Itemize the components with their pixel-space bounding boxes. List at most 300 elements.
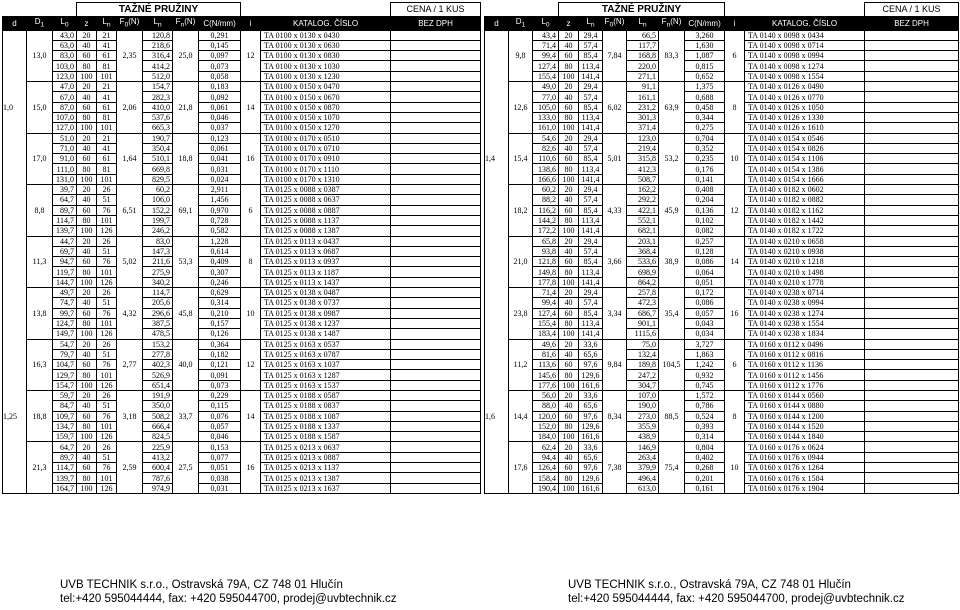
cell-katalog: TA 0160 x 0144 x 1520 (745, 421, 865, 431)
cell-z: 100 (77, 277, 97, 287)
cell-z: 20 (77, 288, 97, 298)
cell-price (865, 308, 959, 318)
cell-l0: 49,0 (533, 82, 559, 92)
cell-ln: 29,4 (579, 30, 603, 40)
cell-f0 (117, 473, 143, 483)
cell-price (391, 51, 481, 61)
cell-ln2: 371,4 (627, 123, 659, 133)
cell-d1 (509, 215, 533, 225)
cell-f0 (117, 432, 143, 442)
cell-i (241, 421, 261, 431)
cell-d (3, 421, 27, 431)
cell-d1 (27, 61, 53, 71)
cell-ln: 61 (97, 154, 117, 164)
cell-d (3, 205, 27, 215)
cell-i (725, 123, 745, 133)
table-row (485, 195, 959, 205)
col-d1: $D_1$ (509, 17, 533, 31)
cell-d (485, 308, 509, 318)
table-row (3, 329, 481, 339)
cell-l0: 77,0 (533, 92, 559, 102)
cell-d1 (27, 421, 53, 431)
cell-f0 (603, 143, 627, 153)
cell-ln: 141,4 (579, 174, 603, 184)
cell-d1 (27, 473, 53, 483)
cell-ln2: 669,8 (143, 164, 173, 174)
cell-d1 (27, 380, 53, 390)
cell-l0: 65,8 (533, 236, 559, 246)
cell-d1 (27, 123, 53, 133)
table-row (3, 82, 481, 92)
cell-d (3, 308, 27, 318)
cell-f0 (117, 215, 143, 225)
cell-l0: 138,6 (533, 164, 559, 174)
cell-price (865, 339, 959, 349)
cell-f0: 3,66 (603, 257, 627, 267)
table-row (3, 174, 481, 184)
cell-l0: 121,8 (533, 257, 559, 267)
cell-katalog: TA 0140 x 0098 x 0714 (745, 40, 865, 50)
cell-katalog: TA 0140 x 0098 x 1274 (745, 61, 865, 71)
cell-d1 (509, 473, 533, 483)
cell-fn (173, 370, 199, 380)
col-f0: $F_0(N)$ (603, 17, 627, 31)
cell-price (865, 267, 959, 277)
cell-c: 1,228 (199, 236, 241, 246)
col-d: d (3, 17, 27, 31)
cell-katalog: TA 0125 x 0113 x 0687 (261, 246, 391, 256)
cell-ln2: 651,4 (143, 380, 173, 390)
cell-ln: 21 (97, 30, 117, 40)
cell-fn (173, 195, 199, 205)
cell-d1 (509, 421, 533, 431)
cell-i (725, 226, 745, 236)
cell-price (865, 463, 959, 473)
cell-c: 0,275 (685, 123, 725, 133)
table-row (3, 483, 481, 493)
cell-ln2: 552,1 (627, 215, 659, 225)
table-row (485, 82, 959, 92)
cell-d1 (27, 185, 53, 195)
cell-katalog: TA 0160 x 0176 x 1264 (745, 463, 865, 473)
cell-d: 1,4 (485, 154, 509, 164)
table-row (485, 463, 959, 473)
cell-d (485, 432, 509, 442)
table-row (485, 205, 959, 215)
table-row (485, 298, 959, 308)
cell-d (3, 71, 27, 81)
cell-c: 0,704 (685, 133, 725, 143)
cell-f0 (117, 421, 143, 431)
col-ln2: $L_n$ (627, 17, 659, 31)
cell-fn (173, 112, 199, 122)
cell-d1 (509, 288, 533, 298)
cell-fn (173, 473, 199, 483)
cell-c: 0,745 (685, 380, 725, 390)
cell-z: 100 (559, 329, 579, 339)
cell-l0: 172,2 (533, 226, 559, 236)
cell-l0: 63,0 (53, 40, 77, 50)
cell-l0: 183,4 (533, 329, 559, 339)
cell-ln: 26 (97, 185, 117, 195)
cell-f0 (603, 288, 627, 298)
cell-c: 0,058 (199, 71, 241, 81)
cell-fn (659, 143, 685, 153)
cell-d (3, 40, 27, 50)
cell-d1 (27, 390, 53, 400)
cell-ln: 81 (97, 112, 117, 122)
cell-d (485, 380, 509, 390)
cell-i (725, 112, 745, 122)
cell-f0 (603, 40, 627, 50)
cell-i: 8 (725, 411, 745, 421)
cell-ln: 33,6 (579, 390, 603, 400)
cell-i (725, 215, 745, 225)
cell-d (485, 205, 509, 215)
cell-ln2: 106,0 (143, 195, 173, 205)
cell-z: 40 (77, 452, 97, 462)
cell-f0 (603, 432, 627, 442)
cell-c: 0,229 (199, 390, 241, 400)
cell-katalog: TA 0140 x 0210 x 1218 (745, 257, 865, 267)
cell-fn (659, 174, 685, 184)
cell-ln: 161,6 (579, 483, 603, 493)
cell-f0 (117, 380, 143, 390)
cell-fn (659, 288, 685, 298)
cell-price (865, 277, 959, 287)
cell-fn (173, 185, 199, 195)
cell-i (241, 401, 261, 411)
cell-ln: 129,6 (579, 473, 603, 483)
cell-ln2: 199,7 (143, 215, 173, 225)
cell-z: 20 (77, 442, 97, 452)
table-row (3, 298, 481, 308)
cell-ln: 76 (97, 411, 117, 421)
cell-c: 0,115 (199, 401, 241, 411)
cell-ln2: 350,0 (143, 401, 173, 411)
cell-f0: 2,59 (117, 463, 143, 473)
cell-ln: 57,4 (579, 298, 603, 308)
cell-f0 (117, 82, 143, 92)
cell-i (241, 473, 261, 483)
cell-z: 40 (559, 40, 579, 50)
cell-fn (659, 112, 685, 122)
cell-d (485, 133, 509, 143)
cell-f0: 3,18 (117, 411, 143, 421)
column-header-row (3, 17, 481, 31)
cell-d (485, 185, 509, 195)
cell-fn (659, 195, 685, 205)
cell-price (865, 380, 959, 390)
cell-d (485, 390, 509, 400)
cell-ln: 85,4 (579, 51, 603, 61)
cell-fn (173, 164, 199, 174)
cell-katalog: TA 0125 x 0113 x 0937 (261, 257, 391, 267)
cell-price (391, 308, 481, 318)
cell-ln: 61 (97, 102, 117, 112)
cell-d (485, 40, 509, 50)
cell-katalog: TA 0125 x 0113 x 1437 (261, 277, 391, 287)
cell-c: 1,087 (685, 51, 725, 61)
cell-price (391, 277, 481, 287)
cell-katalog: TA 0125 x 0138 x 0737 (261, 298, 391, 308)
table-row (485, 246, 959, 256)
cell-i (725, 277, 745, 287)
cell-z: 80 (559, 318, 579, 328)
cell-katalog: TA 0140 x 0098 x 0434 (745, 30, 865, 40)
cell-katalog: TA 0125 x 0088 x 0637 (261, 195, 391, 205)
cell-price (391, 205, 481, 215)
cell-i (725, 421, 745, 431)
cell-z: 40 (559, 298, 579, 308)
cell-f0 (603, 133, 627, 143)
cell-katalog: TA 0100 x 0150 x 0670 (261, 92, 391, 102)
cell-fn: 38,9 (659, 257, 685, 267)
cell-l0: 127,0 (53, 123, 77, 133)
cell-z: 60 (77, 411, 97, 421)
cell-i: 14 (241, 411, 261, 421)
cell-c: 0,402 (685, 452, 725, 462)
cell-i (241, 195, 261, 205)
cell-i (725, 339, 745, 349)
cell-katalog: TA 0140 x 0126 x 0490 (745, 82, 865, 92)
cell-d1 (509, 370, 533, 380)
cell-price (865, 51, 959, 61)
cell-price (391, 30, 481, 40)
cell-z: 100 (77, 123, 97, 133)
cell-d (485, 298, 509, 308)
table-row (485, 349, 959, 359)
col-d: d (485, 17, 509, 31)
cell-ln: 51 (97, 452, 117, 462)
cell-z: 100 (559, 483, 579, 493)
footer-company: UVB TECHNIK s.r.o., Ostravská 79A, CZ 748 01 Hlučín (568, 579, 851, 591)
cell-d1 (27, 92, 53, 102)
cell-z: 40 (77, 92, 97, 102)
cell-l0: 54,7 (53, 339, 77, 349)
cell-f0: 4,33 (603, 205, 627, 215)
cell-katalog: TA 0125 x 0213 x 0887 (261, 452, 391, 462)
cell-d (3, 185, 27, 195)
cell-fn (173, 432, 199, 442)
cell-katalog: TA 0140 x 0154 x 1106 (745, 154, 865, 164)
cell-i (725, 185, 745, 195)
cell-d (3, 349, 27, 359)
cell-c: 0,183 (199, 82, 241, 92)
cell-f0 (603, 82, 627, 92)
cell-c: 0,141 (685, 174, 725, 184)
cell-z: 100 (559, 277, 579, 287)
cell-price (865, 298, 959, 308)
cell-ln: 85,4 (579, 102, 603, 112)
cell-ln2: 117,7 (627, 40, 659, 50)
cell-katalog: TA 0125 x 0088 x 0887 (261, 205, 391, 215)
cell-f0: 2,06 (117, 102, 143, 112)
cell-d1 (27, 164, 53, 174)
cell-f0 (117, 390, 143, 400)
cell-ln: 57,4 (579, 246, 603, 256)
table-row (485, 360, 959, 370)
cell-d1: 14,4 (509, 411, 533, 421)
cell-fn: 69,1 (173, 205, 199, 215)
cell-z: 60 (559, 308, 579, 318)
cell-katalog: TA 0140 x 0238 x 1834 (745, 329, 865, 339)
cell-d (3, 133, 27, 143)
cell-z: 40 (559, 92, 579, 102)
cell-z: 20 (77, 390, 97, 400)
cell-f0 (117, 185, 143, 195)
table-row (485, 133, 959, 143)
cell-ln: 101 (97, 267, 117, 277)
cell-katalog: TA 0140 x 0098 x 1554 (745, 71, 865, 81)
cell-c: 3,260 (685, 30, 725, 40)
cell-i: 12 (241, 360, 261, 370)
cell-i (241, 452, 261, 462)
cell-c: 0,086 (685, 298, 725, 308)
cell-c: 0,046 (199, 432, 241, 442)
cell-d (485, 215, 509, 225)
table-row (3, 442, 481, 452)
cell-fn (173, 92, 199, 102)
col-ln: $L_n$ (579, 17, 603, 31)
cell-ln2: 665,3 (143, 123, 173, 133)
cell-ln: 85,4 (579, 257, 603, 267)
cell-d: 1,6 (485, 411, 509, 421)
cell-i (725, 164, 745, 174)
cell-ln: 126 (97, 432, 117, 442)
cell-fn (173, 71, 199, 81)
cell-price (865, 390, 959, 400)
cell-katalog: TA 0140 x 0182 x 0602 (745, 185, 865, 195)
col-ln: $L_n$ (97, 17, 117, 31)
cell-ln: 97,6 (579, 360, 603, 370)
cell-d (485, 483, 509, 493)
cell-l0: 152,0 (533, 421, 559, 431)
table-row (485, 112, 959, 122)
cell-katalog: TA 0160 x 0176 x 0624 (745, 442, 865, 452)
cell-fn (173, 298, 199, 308)
cell-z: 80 (559, 164, 579, 174)
cell-d1 (509, 92, 533, 102)
cell-ln: 29,4 (579, 288, 603, 298)
cell-l0: 166,6 (533, 174, 559, 184)
cell-i (725, 318, 745, 328)
cell-z: 60 (559, 463, 579, 473)
cell-f0 (117, 246, 143, 256)
cell-price (391, 267, 481, 277)
cell-f0: 6,51 (117, 205, 143, 215)
cell-z: 80 (77, 318, 97, 328)
table-row (485, 61, 959, 71)
cell-ln2: 203,1 (627, 236, 659, 246)
cell-fn (659, 401, 685, 411)
cell-d (485, 61, 509, 71)
cell-price (391, 421, 481, 431)
cell-l0: 47,0 (53, 82, 77, 92)
cell-c: 0,123 (199, 133, 241, 143)
cell-price (391, 164, 481, 174)
cell-katalog: TA 0140 x 0238 x 1554 (745, 318, 865, 328)
cell-price (391, 380, 481, 390)
cell-f0 (603, 267, 627, 277)
cell-f0 (603, 401, 627, 411)
cell-fn: 33,7 (173, 411, 199, 421)
cell-katalog: TA 0125 x 0138 x 1237 (261, 318, 391, 328)
cell-i (725, 236, 745, 246)
cell-ln: 126 (97, 329, 117, 339)
cell-f0: 3,34 (603, 308, 627, 318)
cell-d (3, 483, 27, 493)
cell-fn (659, 370, 685, 380)
cell-price (391, 339, 481, 349)
cell-d1 (27, 349, 53, 359)
cell-ln: 101 (97, 123, 117, 133)
table-row (3, 51, 481, 61)
cell-d1: 13,8 (27, 308, 53, 318)
cell-katalog: TA 0160 x 0144 x 0560 (745, 390, 865, 400)
cell-z: 60 (77, 308, 97, 318)
cell-z: 80 (77, 267, 97, 277)
cell-fn (173, 246, 199, 256)
cell-d (485, 257, 509, 267)
cell-d (3, 298, 27, 308)
cell-fn (659, 349, 685, 359)
cell-c: 0,524 (685, 411, 725, 421)
cell-f0: 8,34 (603, 411, 627, 421)
table-row (3, 185, 481, 195)
cell-f0 (117, 133, 143, 143)
cell-z: 100 (559, 123, 579, 133)
table-row (3, 61, 481, 71)
cell-price (865, 421, 959, 431)
cell-z: 80 (559, 473, 579, 483)
cell-i (241, 349, 261, 359)
cell-i (725, 61, 745, 71)
cell-l0: 116,2 (533, 205, 559, 215)
cell-f0 (603, 226, 627, 236)
cell-l0: 105,0 (533, 102, 559, 112)
cell-c: 0,182 (199, 349, 241, 359)
cell-ln2: 368,4 (627, 246, 659, 256)
footer-right (568, 578, 905, 606)
cell-price (865, 318, 959, 328)
cell-i (725, 174, 745, 184)
cell-price (391, 174, 481, 184)
cell-ln2: 666,4 (143, 421, 173, 431)
cell-ln2: 120,8 (143, 30, 173, 40)
cell-fn: 45,9 (659, 205, 685, 215)
cell-l0: 139,7 (53, 226, 77, 236)
cell-katalog: TA 0160 x 0176 x 1584 (745, 473, 865, 483)
cell-fn (173, 30, 199, 40)
cell-l0: 184,0 (533, 432, 559, 442)
cell-d (485, 30, 509, 40)
cell-l0: 190,4 (533, 483, 559, 493)
cell-katalog: TA 0125 x 0213 x 1387 (261, 473, 391, 483)
cell-ln: 101 (97, 370, 117, 380)
cell-fn (173, 421, 199, 431)
table-title: TAŽNÉ PRUŽINY (559, 3, 725, 17)
cell-f0: 4,32 (117, 308, 143, 318)
cell-d: 1,0 (3, 102, 27, 112)
cell-z: 80 (77, 61, 97, 71)
cell-i: 10 (725, 463, 745, 473)
cell-c: 0,031 (199, 483, 241, 493)
cell-l0: 64,7 (53, 442, 77, 452)
cell-d1 (27, 82, 53, 92)
cell-ln2: 168,8 (627, 51, 659, 61)
right-table-body (485, 30, 959, 493)
